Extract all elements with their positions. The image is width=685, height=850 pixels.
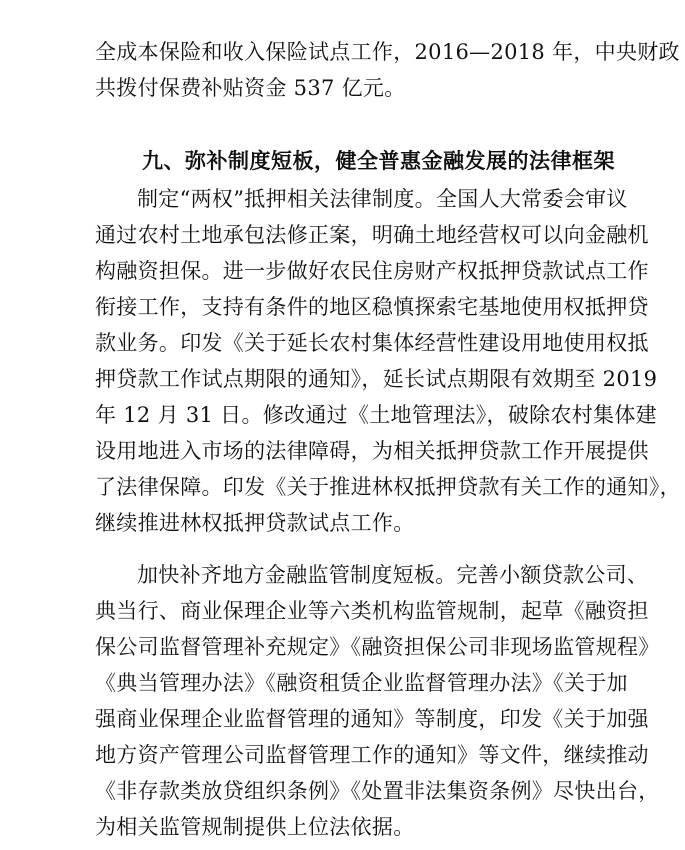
para2-line-6: 地方资产管理公司监督管理工作的通知》等文件，继续推动 [95,743,649,767]
para2-line-2: 典当行、商业保理企业等六类机构监管规制，起草《融资担 [95,599,649,623]
para1-line-5: 款业务。印发《关于延长农村集体经营性建设用地使用权抵 [95,331,649,355]
para2-line-3: 保公司监督管理补充规定》《融资担保公司非现场监管规程》 [95,635,660,659]
para1-line-8: 设用地进入市场的法律障碍，为相关抵押贷款工作开展提供 [95,439,649,463]
para2-line-1: 加快补齐地方金融监管制度短板。完善小额贷款公司、 [137,563,649,587]
para2-line-5: 强商业保理企业监督管理的通知》等制度，印发《关于加强 [95,707,649,731]
para1-line-4: 衔接工作，支持有条件的地区稳慎探索宅基地使用权抵押贷 [95,295,649,319]
para1-line-6: 押贷款工作试点期限的通知》，延长试点期限有效期至 2019 [95,367,658,391]
para1-line-2: 通过农村土地承包法修正案，明确土地经营权可以向金融机 [95,223,649,247]
para2-line-4: 《典当管理办法》《融资租赁企业监督管理办法》《关于加 [95,671,628,695]
intro-line-2: 共拨付保费补贴资金 537 亿元。 [95,76,406,100]
para2-line-8: 为相关监管规制提供上位法依据。 [95,815,415,839]
para1-line-3: 构融资担保。进一步做好农民住房财产权抵押贷款试点工作 [95,259,649,283]
intro-line-1: 全成本保险和收入保险试点工作，2016—2018 年，中央财政 [95,40,680,64]
para1-line-9: 了法律保障。印发《关于推进林权抵押贷款有关工作的通知》， [95,475,681,499]
para1-line-10: 继续推进林权抵押贷款试点工作。 [95,511,415,535]
para2-line-7: 《非存款类放贷组织条例》《处置非法集资条例》尽快出台， [95,779,660,803]
section-heading: 九、弥补制度短板，健全普惠金融发展的法律框架 [142,149,615,173]
para1-line-7: 年 12 月 31 日。修改通过《土地管理法》，破除农村集体建 [95,403,657,427]
para1-line-1: 制定“两权”抵押相关法律制度。全国人大常委会审议 [137,187,628,211]
